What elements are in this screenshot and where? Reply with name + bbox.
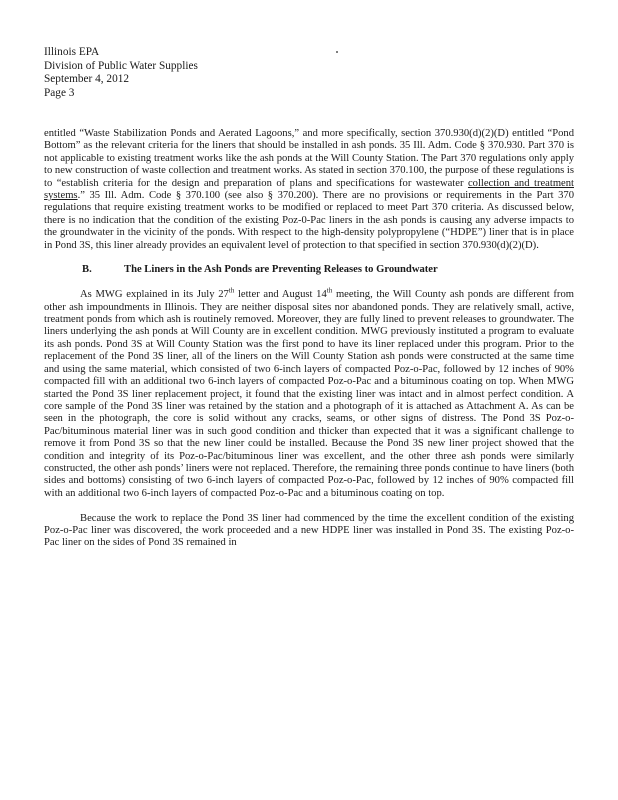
underlined-phrase: collection and treatment systems — [44, 177, 574, 202]
paragraph-pond-3s: Because the work to replace the Pond 3S liner had commenced by the time the excellent condition of the existing Poz-o-Pac liner was discovered, the work proceeded and a new HDPE liner was installed in Pond 3S. The existing Poz-o-Pac liner on the sides of Pond 3S remained in — [44, 512, 574, 549]
paragraph-text: entitled “Waste Stabilization Ponds and Aerated Lagoons,” and more specifically, section 370.930(d)(2)(D) entitled “Pond Bottom” as the relevant criteria for the liners that should be installed in ash ponds. 35 Ill. Adm. Code § 370.930. Part 370 is not applicable to existing treatment works like the ash ponds at the Will County Station. The Part 370 regulations only apply to new construction of waste collection and treatment works. As stated in section 370.100, the purpose of these regulations is to “establish criteria for the design and preparation of plans and specifications for wastewater — [44, 128, 574, 189]
header-recipient: Illinois EPA — [44, 46, 100, 58]
paragraph-liners — [44, 286, 574, 500]
letter-body — [44, 128, 574, 550]
paragraph-text: meeting, the Will County ash ponds are different from other ash impoundments in Illinois. They are neither disposal sites nor abandoned ponds. They are relatively small, active, treatment ponds from which ash is routinely removed. Moreover, they are fully lined to prevent releases to groundwater. The liners underlying the ash ponds at Will County are in excellent condition. MWG previously instituted a program to evaluate its ash ponds. Pond 3S at Will County Station was the first pond to have its liner replaced under this program. Prior to the replacement of the Pond 3S liner, all of the liners on the Will County Station ash ponds were constructed at the same time and using the same material, which consisted of two 6-inch layers of compacted Poz-o-Pac, followed by 12 inches of 90% compacted fill with an additional two 6-inch layers of compacted Poz-o-Pac and a bituminous coating on top. When MWG started the Pond 3S liner replacement project, it found that the existing liner was intact and in almost perfect condition. A core sample of the Pond 3S liner was retained by the station and a photograph of it is attached as Attachment A. As can be seen in the photograph, the core is solid without any cracks, seams, or other signs of distress. The Pond 3S Poz-o-Pac/bituminous material liner was in such good condition and thicker than expected that it was a significant challenge to remove it from Pond 3S so that the new liner could be installed. Because the Pond 3S new liner project showed that the condition and integrity of its Poz-o-Pac/bituminous liner was excellent, and the other three ash ponds were similarly constructed, the other ash ponds’ liners were not replaced. Therefore, the remaining three ponds continue to have liners (both sides and bottoms) consisting of two 6-inch layers of compacted Poz-o-Pac, followed by 12 inches of 90% compacted fill with an additional two 6-inch layers of compacted Poz-o-Pac and a bituminous coating on top. — [44, 289, 574, 499]
ordinal-suffix: th — [326, 286, 333, 295]
section-title: The Liners in the Ash Ponds are Preventing Releases to Groundwater — [124, 264, 438, 276]
letter-header — [44, 46, 198, 100]
paragraph-part-370 — [44, 128, 574, 252]
header-page-number: Page 3 — [44, 86, 75, 99]
header-division: Division of Public Water Supplies — [44, 59, 198, 72]
section-heading — [44, 264, 574, 276]
ordinal-suffix: th — [228, 286, 235, 295]
header-date: September 4, 2012 — [44, 73, 130, 86]
paragraph-text: letter and August 14 — [234, 289, 327, 301]
section-number: B. — [82, 264, 92, 276]
scan-speck — [336, 51, 338, 53]
paragraph-text: As MWG explained in its July 27 — [80, 289, 229, 301]
paragraph-text: .” 35 Ill. Adm. Code § 370.100 (see also § 370.200). There are no provisions or requirements in the Part 370 regulations that require existing treatment works to be modified or replaced to meet Part 370 criteria. As discussed below, there is no indication that the condition of the existing Poz-0-Pac liners in the ash ponds is causing any adverse impacts to the groundwater in the vicinity of the ponds. With respect to the high-density polypropylene (“HDPE”) liner that is in place in Pond 3S, this liner already provides an equivalent level of protection to that specified in section 370.930(d)(2)(D). — [44, 190, 574, 251]
